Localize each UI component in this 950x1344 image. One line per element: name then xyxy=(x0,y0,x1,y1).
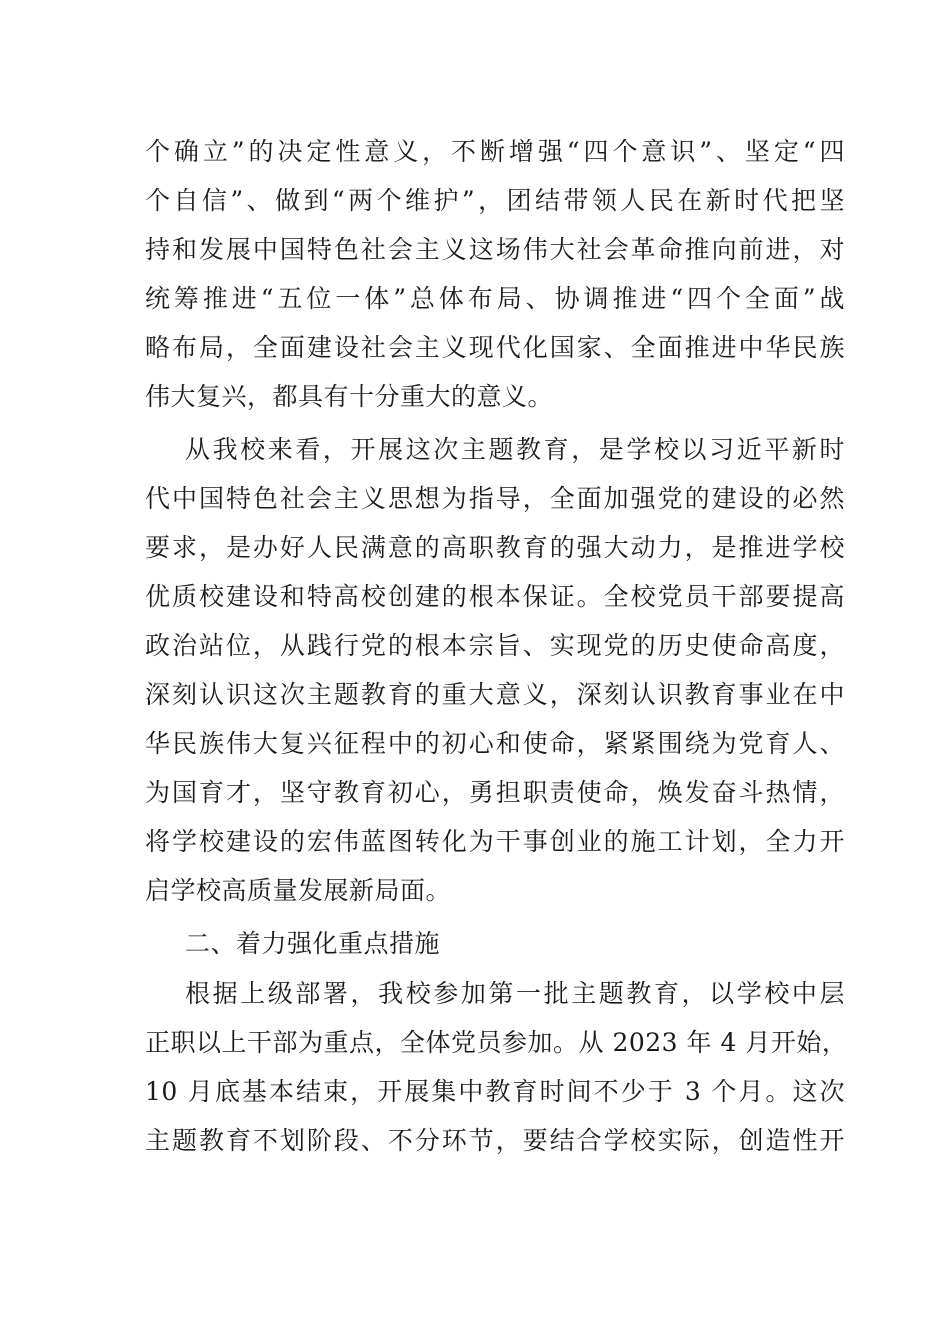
paragraph-line: 正职以上干部为重点，全体党员参加。从 2023 年 4 月开始， xyxy=(145,1028,848,1057)
paragraph-line: 代中国特色社会主义思想为指导，全面加强党的建设的必然 xyxy=(145,484,845,513)
paragraph-line: 略布局，全面建设社会主义现代化国家、全面推进中华民族 xyxy=(145,333,845,362)
paragraph-line: 为国育才，坚守教育初心，勇担职责使命，焕发奋斗热情， xyxy=(145,778,845,807)
paragraph-line: 统筹推进“五位一体”总体布局、协调推进“四个全面”战 xyxy=(145,284,845,313)
paragraph-line: 从我校来看，开展这次主题教育，是学校以习近平新时 xyxy=(185,435,845,464)
paragraph-line: 深刻认识这次主题教育的重大意义，深刻认识教育事业在中 xyxy=(145,680,845,709)
section-heading: 二、着力强化重点措施 xyxy=(185,929,441,958)
paragraph-line: 政治站位，从践行党的根本宗旨、实现党的历史使命高度， xyxy=(145,631,845,660)
paragraph-line: 伟大复兴，都具有十分重大的意义。 xyxy=(145,382,554,411)
paragraph-line: 启学校高质量发展新局面。 xyxy=(145,876,452,905)
paragraph-line: 优质校建设和特高校创建的根本保证。全校党员干部要提高 xyxy=(145,582,845,611)
paragraph-line: 要求，是办好人民满意的高职教育的强大动力，是推进学校 xyxy=(145,533,845,562)
paragraph-line: 10 月底基本结束，开展集中教育时间不少于 3 个月。这次 xyxy=(145,1077,845,1106)
paragraph-line: 持和发展中国特色社会主义这场伟大社会革命推向前进，对 xyxy=(145,235,845,264)
paragraph-line: 主题教育不划阶段、不分环节，要结合学校实际，创造性开 xyxy=(145,1126,845,1155)
paragraph-line: 个确立”的决定性意义，不断增强“四个意识”、坚定“四 xyxy=(145,137,845,166)
paragraph-line: 将学校建设的宏伟蓝图转化为干事创业的施工计划，全力开 xyxy=(145,827,845,856)
paragraph-line: 根据上级部署，我校参加第一批主题教育，以学校中层 xyxy=(185,979,845,1008)
paragraph-line: 华民族伟大复兴征程中的初心和使命，紧紧围绕为党育人、 xyxy=(145,729,845,758)
paragraph-line: 个自信”、做到“两个维护”，团结带领人民在新时代把坚 xyxy=(145,186,845,215)
